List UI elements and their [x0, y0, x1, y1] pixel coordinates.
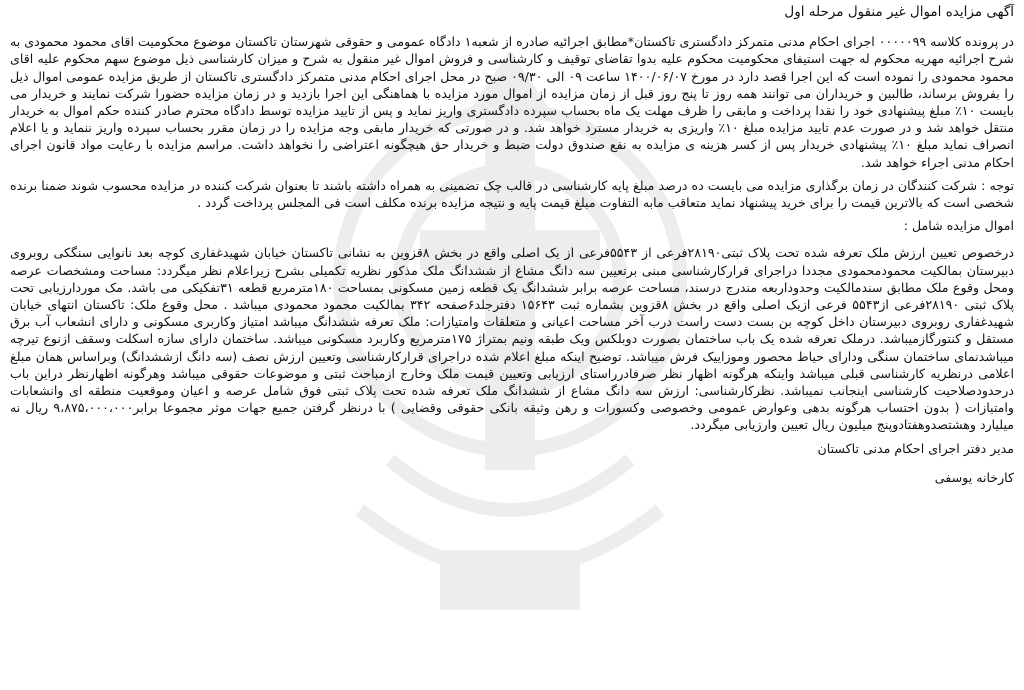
notice-intro-paragraph: در پرونده کلاسه ۰۰۰۰۰۹۹ اجرای احکام مدنی متمرکز دادگستری تاکستان*مطابق اجرائیه صادره از شعبه۱ دادگاه عمومی و حقوقی شهرستان تاکستان موضوع محکومیت اقای محمود محمودی به شرح اجرائیه مهریه محکوم له جهت استیفای محکومیت محکوم علیه بدوا تقاضای توقیف و کارشناسی و فروش اموال غیر منقول به شرح و میزان کارشناسی ذیل موضوع سهم محکوم علیه اقای محمود محمودی را نموده است که این اجرا قصد دارد در مورخ ۱۴۰۰/۰۶/۰۷ ساعت ۰۹ الی ۰۹/۳۰ صبح در محل اجرای احکام مدنی متمرکز دادگستری تاکستان از طریق مزایده عمومی اموال ذیل را بفروش برساند، طالبین و خریداران می توانند همه روز تا پنج روز قبل از زمان مزایده از اموال مورد مزایده با هماهنگی این اجرا بازدید و در زمان مزایده حضورا شرکت نمایند و خریدار می بایست ۱۰٪ مبلغ پیشنهادی خود را نقدا پرداخت و مابقی را ظرف مهلت یک ماه بحساب سپرده دادگستری واریز نماید و پس از تایید مزایده توسط دادگاه محترم صادر کننده حکم اموال به خریدار منتقل خواهد شد و در صورت عدم تایید مزایده مبلغ ۱۰٪ واریزی به خریدار مسترد خواهد شد. و در صورتی که خریدار مابقی وجه مزایده را در زمان مقرر بحساب سپرده واریز ننماید و یا اعلام انصراف نماید مبلغ ۱۰٪ پیشنهادی خریدار پس از کسر هزینه ی مزایده به نفع صندوق دولت ضبط و خریدار حق هیچگونه اعتراضی را نخواهد داشت. مراسم مزایده با رعایت مواد قانون اجرای احکام مدنی اجراء خواهد شد.	[10, 34, 1015, 170]
issuer-name: کارخانه یوسفی	[934, 469, 1014, 485]
notice-document	[10, 4, 1014, 486]
property-section-heading: اموال مزایده شامل :	[903, 218, 1014, 234]
notice-attention-paragraph: توجه : شرکت کنندگان در زمان برگذاری مزایده می بایست ده درصد مبلغ پایه کارشناسی در قالب چک تضمینی به همراه داشته باشند تا بعنوان شرکت کننده در مزایده محسوب شوند ضمنا برنده شخصی است که بالاترین قیمت را برای خرید پیشنهاد نماید متعاقب مابه التفاوت مبلغ قیمت پایه و نتیجه مزایده برنده مکلف است فی المجلس پرداخت گردد .	[10, 177, 1014, 211]
notice-title: آگهی مزایده اموال غیر منقول مرحله اول	[784, 4, 1014, 20]
property-description-paragraph: درخصوص تعیین ارزش ملک تعرفه شده تحت پلاک ثبتی۲۸۱۹۰فرعی از ۵۵۴۳فرعی از یک اصلی واقع در بخش ۸قزوین به نشانی تاکستان خیابان شهیدغفاری کوچه بعد نانوایی سنگکی روبروی دبیرستان بمالکیت محمودمحمودی مجددا دراجرای قرارکارشناسی مبنی برتعیین سه دانگ مشاع از ششدانگ ملک مذکور نظریه تکمیلی بشرح زیراعلام نظر میگردد: مساحت ومشخصات عرصه ومحل وقوع ملک مطابق سندمالکیت وحدوداربعه مندرج درسند، مساحت عرصه برابر ششدانگ یک قطعه زمین مسکونی بمساحت ۱۸۰مترمربع قطعه ۳۱تفکیکی می باشد. مک موردارزیابی تحت پلاک ثبتی ۲۸۱۹۰فرعی از۵۵۴۳ فرعی ازیک اصلی واقع در بخش ۸قزوین بشماره ثبت ۱۵۶۴۳ دفترجلد۶صفحه ۳۴۲ بمالکیت محمود محمودی میباشد . محل وقوع ملک: تاکستان انتهای خیابان شهیدغفاری روبروی دبیرستان داخل کوچه بن بست دست راست درب آخر مساحت اعیانی و متعلقات وامتیازات: ملک تعرفه ششدانگ میباشد امتیاز وکاربری مسکونی و دارای انشعاب آب برق مستقل و کنتورگازمیباشد. درملک تعرفه شده یک باب ساختمان بصورت دوبلکس ویک طبقه ونیم بمتراژ ۱۷۵مترمربع وکاربرد مسکونی میباشد. ساختمان دارای سازه اسکلت وسقف ازنوع تیرچه میباشدنمای ساختمان سنگی ودارای حیاط محصور وموزاییک فرش میباشد. توضیح اینکه مبلغ اعلام شده دراجرای قرارکارشناسی وتعیین ارزش نصف (سه دانگ ازششدانگ) وبراساس همان مبلغ اعلامی درنظریه کارشناسی قبلی میباشد واینکه هرگونه اظهار نظر صرفادرراستای ارزیابی وتعیین قیمت ملک وخارج ازمباحث ثبتی و موضوعات حقوقی میباشد وهرگونه اظهارنظر دراین باب درحدودصلاحیت کارشناسی اینجانب نمیباشد. نظرکارشناسی: ارزش سه دانگ مشاع از ششدانگ ملک تعرفه شده تحت پلاک ثبتی فوق شامل عرصه و اعیان وموقعیت منطقه ای وانشعابات وامتیازات ( بدون احتساب هرگونه بدهی وعوارض عمومی وخصوصی وکسورات و رهن وثیقه بانکی حقوقی وقضایی ) با درنظر گرفتن جمیع جهات موثر مجموعا برابر۹،۸۷۵،۰۰۰،۰۰۰ ریال نه میلیارد وهشتصدوهفتادوپنج میلیون ریال تعیین وارزیابی میگردد.	[10, 245, 1014, 433]
issuer-title: مدیر دفتر اجرای احکام مدنی تاکستان	[817, 440, 1014, 456]
